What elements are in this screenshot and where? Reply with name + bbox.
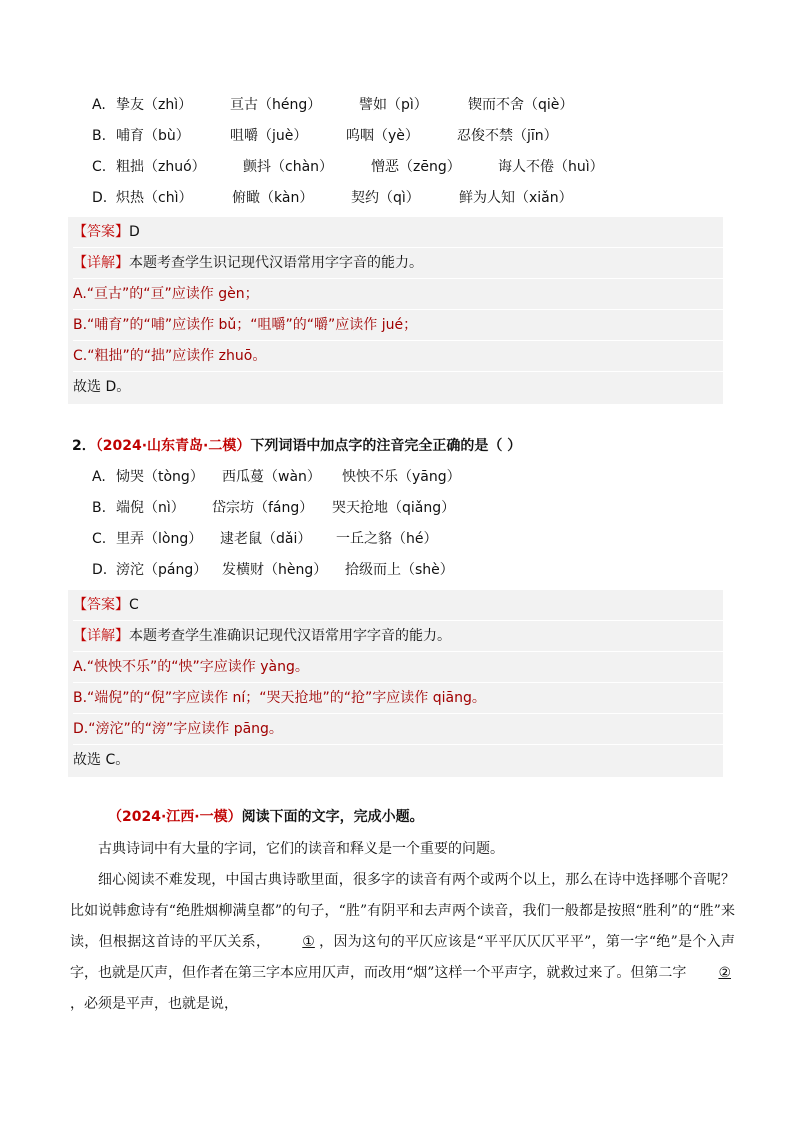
- explanation-line: A.“怏怏不乐”的“怏”字应读作 yàng。: [73, 652, 723, 683]
- option-word: 恸哭（tòng）: [116, 469, 204, 485]
- option-word: 契约（qì）: [351, 190, 420, 206]
- option-letter: C.: [92, 531, 107, 547]
- detail-line: [73, 621, 723, 652]
- answer-label: 【答案】: [73, 224, 129, 240]
- option-word: 哺育（bù）: [116, 128, 190, 144]
- explanation-line: B.“端倪”的“倪”字应读作 ní；“哭天抢地”的“抢”字应读作 qiāng。: [73, 683, 723, 714]
- q2-answer-box: [68, 590, 723, 777]
- detail-text: 本题考查学生准确识记现代汉语常用字字音的能力。: [129, 628, 451, 644]
- option-word: 岱宗坊（fáng）: [212, 500, 314, 516]
- option-word: 挚友（zhì）: [116, 97, 193, 113]
- passage-text: 细心阅读不难发现，中国古典诗歌里面，很多字的读音有两个或两个以上，那么在诗中选择哪个音呢？比如说韩愈诗有“绝胜烟柳满皇都”的句子，“胜”有阴平和去声两个读音，我们一般都是按照“胜利”的“胜”来读，但根据这首诗的平仄关系，: [70, 872, 735, 950]
- passage-text: ，因为这句的平仄应该是“平平仄仄仄平平”，第一字“绝”是个入声字，也就是仄声，但作者在第三字本应用仄声，而改用“烟”这样一个平声字，就救过来了。但第二字: [70, 934, 735, 981]
- fill-blank-1[interactable]: ①: [302, 934, 315, 950]
- option-word: 粗拙（zhuó）: [116, 159, 206, 175]
- option-word: 里弄（lòng）: [116, 531, 203, 547]
- conclusion-line: 故选 C。: [73, 752, 130, 768]
- conclusion-line: 故选 D。: [73, 379, 131, 395]
- option-word: 逮老鼠（dǎi）: [220, 531, 312, 547]
- passage-paragraph: 古典诗词中有大量的字词，它们的读音和释义是一个重要的问题。: [98, 841, 504, 857]
- option-letter: A.: [92, 97, 106, 113]
- option-word: 锲而不舍（qiè）: [468, 97, 574, 113]
- answer-label: 【答案】: [73, 597, 129, 613]
- fill-blank-2[interactable]: ②: [718, 965, 731, 981]
- passage-paragraph: [70, 865, 735, 1020]
- reading-passage: [70, 834, 735, 1020]
- option-word: 一丘之貉（hé）: [336, 531, 438, 547]
- question-prompt: 下列词语中加点字的注音完全正确的是（ ）: [250, 438, 522, 454]
- option-word: 西瓜蔓（wàn）: [222, 469, 321, 485]
- passage-text: ，必须是平声，也就是说，: [70, 996, 238, 1012]
- option-word: 鲜为人知（xiǎn）: [459, 190, 573, 206]
- question-prompt: 阅读下面的文字，完成小题。: [241, 809, 424, 825]
- q2-title: [72, 435, 521, 457]
- detail-label: 【详解】: [73, 628, 129, 644]
- q1-answer-box: [68, 217, 723, 404]
- option-word: 忍俊不禁（jīn）: [457, 128, 558, 144]
- option-word: 拾级而上（shè）: [345, 562, 454, 578]
- detail-line: [73, 248, 723, 279]
- option-word: 亘古（héng）: [230, 97, 322, 113]
- option-word: 诲人不倦（huì）: [498, 159, 604, 175]
- explanation-line: A.“亘古”的“亘”应读作 gèn；: [73, 279, 723, 310]
- option-word: 憎恶（zēng）: [371, 159, 461, 175]
- option-letter: D.: [92, 562, 108, 578]
- option-letter: C.: [92, 159, 107, 175]
- answer-line: [73, 217, 723, 248]
- explanation-line: C.“粗拙”的“拙”应读作 zhuō。: [73, 341, 723, 372]
- question-source: （2024·山东青岛·二模）: [95, 438, 251, 454]
- option-word: 炽热（chì）: [116, 190, 193, 206]
- option-word: 咀嚼（juè）: [230, 128, 308, 144]
- question-source: （2024·江西·一模）: [108, 809, 242, 825]
- option-word: 端倪（nì）: [116, 500, 185, 516]
- q3-title: [108, 806, 424, 828]
- question-number: 2．: [72, 438, 96, 454]
- answer-value: D: [129, 224, 140, 240]
- explanation-line: B.“哺育”的“哺”应读作 bǔ；“咀嚼”的“嚼”应读作 jué；: [73, 310, 723, 341]
- answer-value: C: [129, 597, 139, 613]
- option-word: 哭天抢地（qiǎng）: [332, 500, 456, 516]
- answer-line: [73, 590, 723, 621]
- detail-label: 【详解】: [73, 255, 129, 271]
- option-word: 呜咽（yè）: [346, 128, 419, 144]
- option-word: 怏怏不乐（yāng）: [342, 469, 461, 485]
- detail-text: 本题考查学生识记现代汉语常用字字音的能力。: [129, 255, 423, 271]
- option-letter: A.: [92, 469, 106, 485]
- option-word: 俯瞰（kàn）: [232, 190, 314, 206]
- option-letter: B.: [92, 128, 107, 144]
- option-letter: D.: [92, 190, 108, 206]
- option-word: 譬如（pì）: [359, 97, 428, 113]
- option-word: 滂沱（páng）: [116, 562, 208, 578]
- option-letter: B.: [92, 500, 107, 516]
- option-word: 颤抖（chàn）: [243, 159, 334, 175]
- explanation-line: D.“滂沱”的“滂”字应读作 pāng。: [73, 714, 723, 745]
- option-word: 发横财（hèng）: [222, 562, 328, 578]
